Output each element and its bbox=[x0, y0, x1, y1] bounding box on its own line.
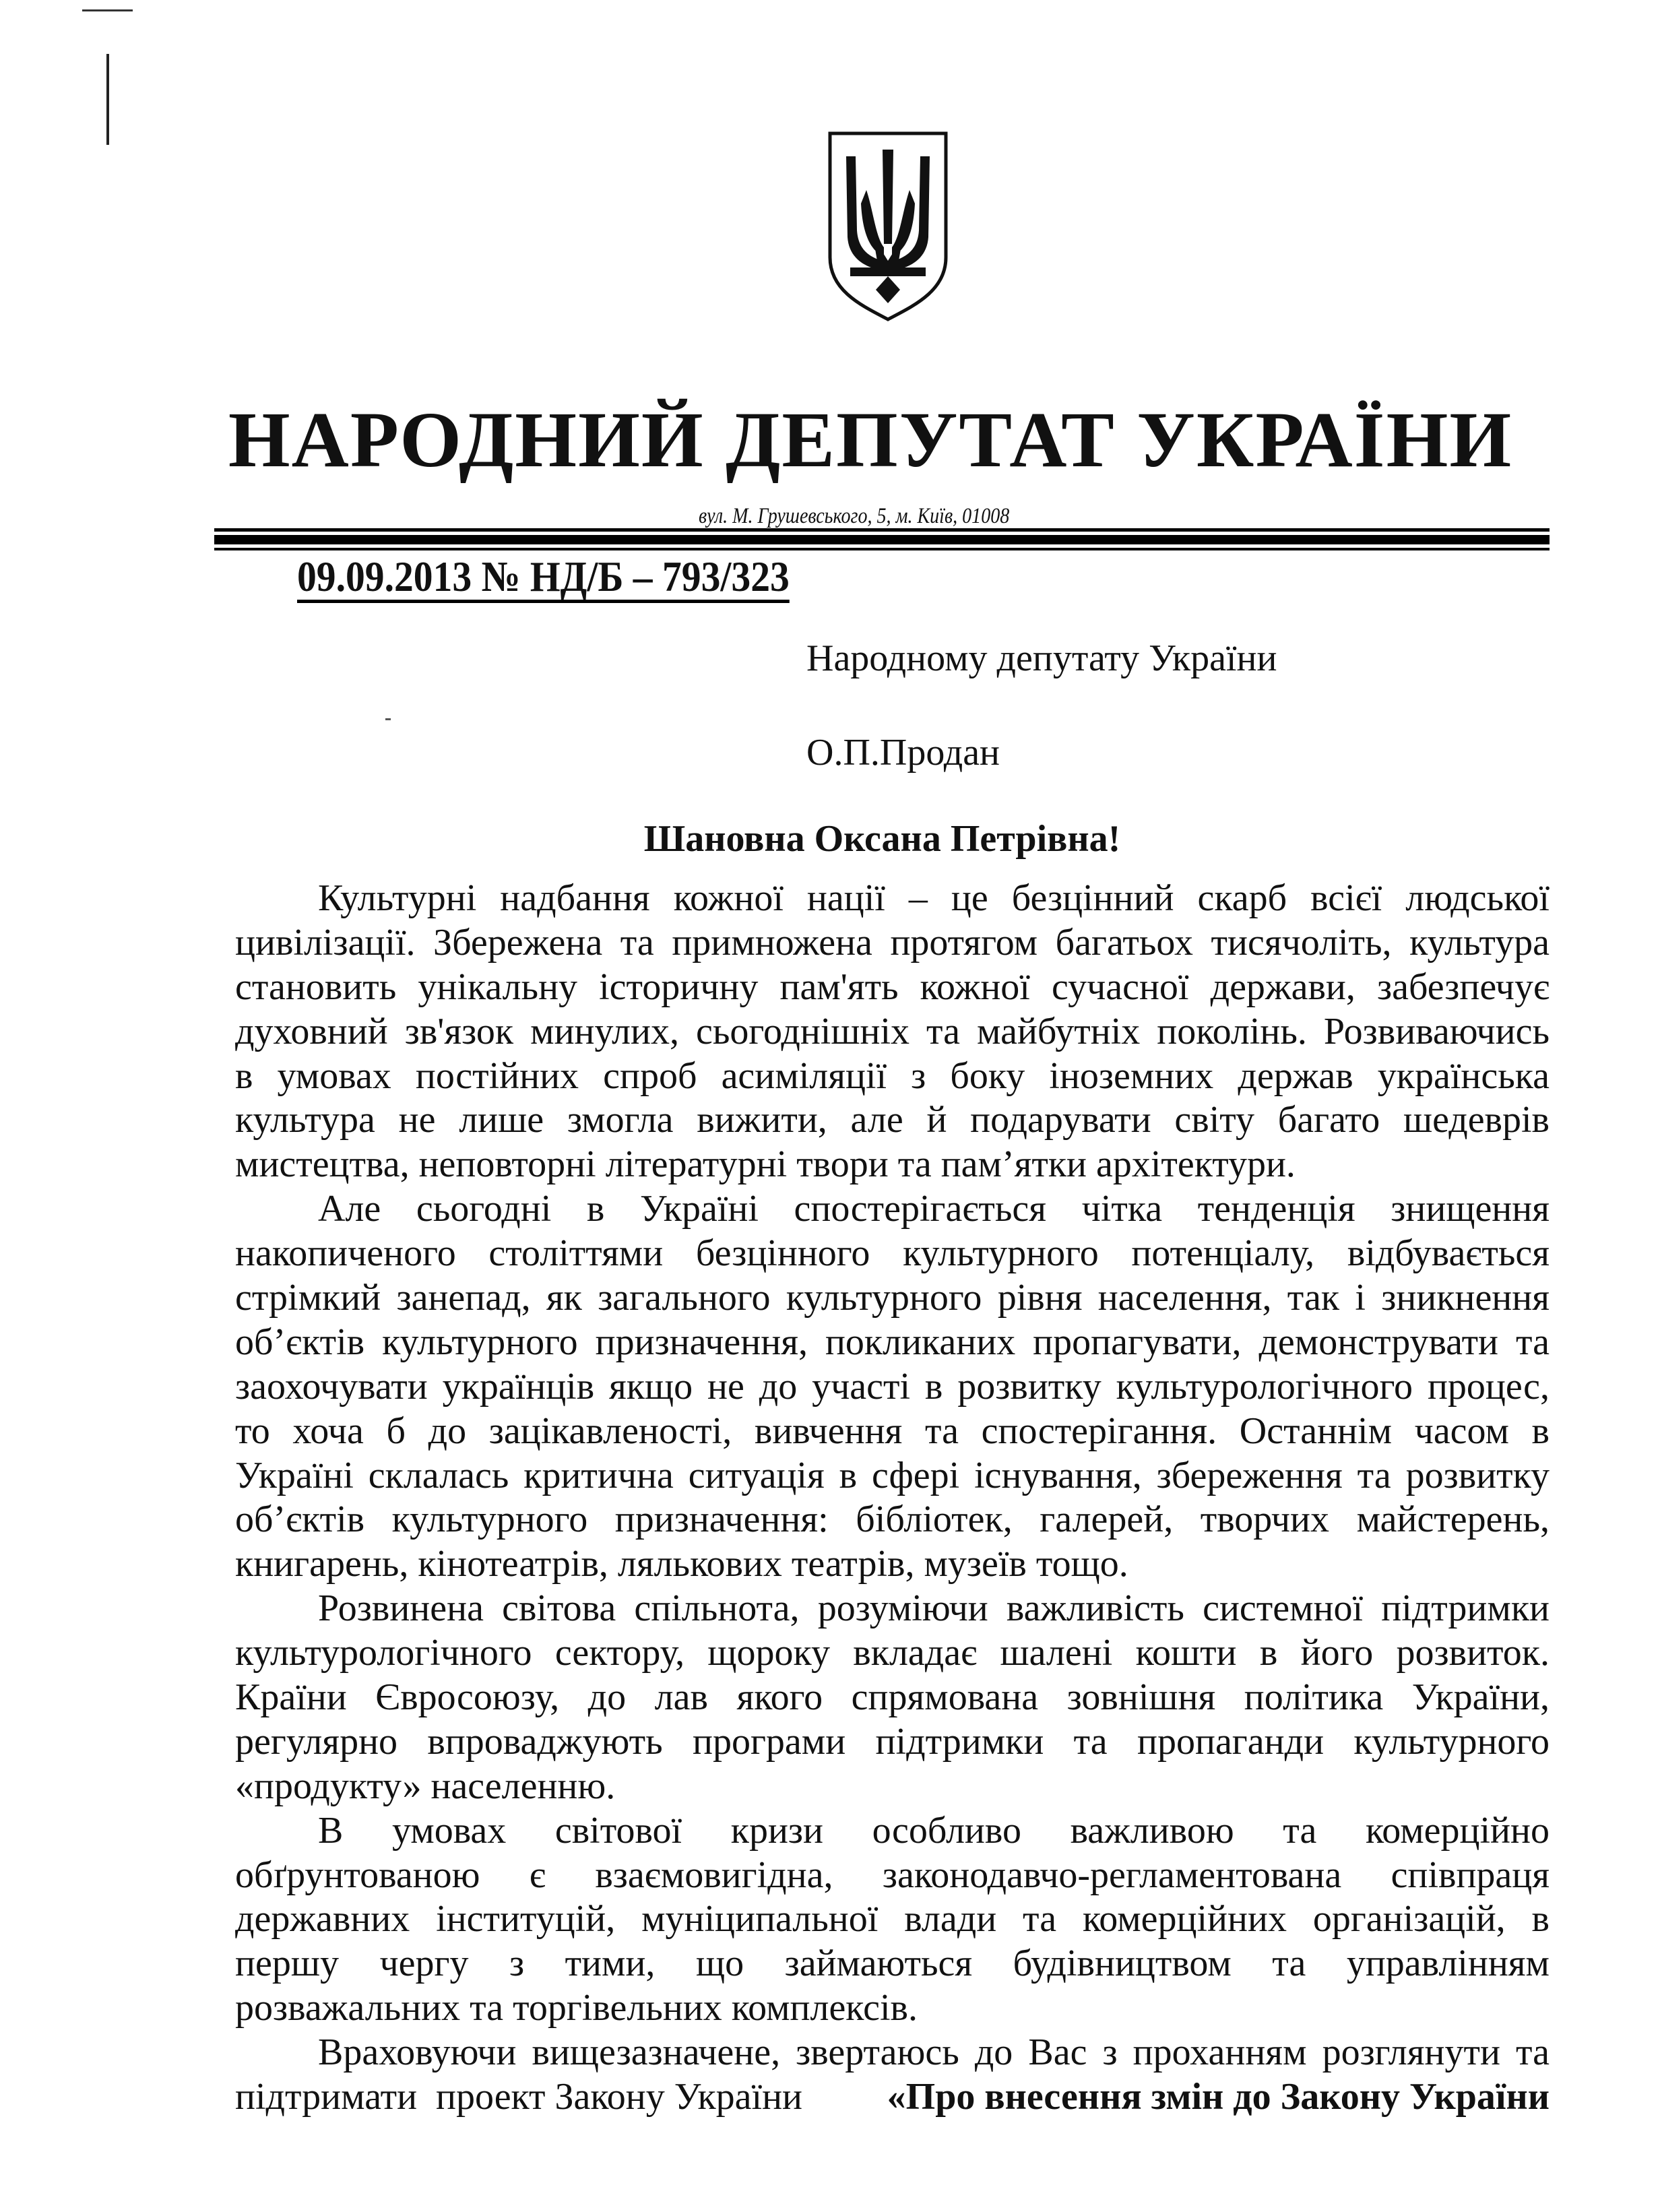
body-text-line: то хоча б до зацікавленості, вивчення та спостерігання. Останнім часом в bbox=[235, 1410, 1550, 1452]
recipient-name: О.П.Продан bbox=[806, 732, 1000, 773]
letterhead-rule bbox=[214, 535, 1550, 544]
body-text-line bbox=[235, 2075, 1550, 2120]
body-text-line: «продукту» населенню. bbox=[235, 1765, 616, 1807]
letterhead-address: вул. М. Грушевського, 5, м. Київ, 01008 bbox=[699, 504, 1010, 528]
letter-body bbox=[235, 877, 1550, 2120]
body-text-line: об’єктів культурного призначення: бібліотек, галерей, творчих майстерень, bbox=[235, 1498, 1550, 1541]
body-text-line: Культурні надбання кожної нації – це безцінний скарб всієї людської bbox=[318, 877, 1550, 919]
body-text-line: першу чергу з тими, що займаються будівництвом та управлінням bbox=[235, 1942, 1550, 1985]
law-title-bold: «Про внесення змін до Закону України bbox=[887, 2076, 1550, 2118]
body-text-line: обґрунтованою є взаємовигідна, законодавчо-регламентована співпраця bbox=[235, 1854, 1550, 1896]
body-text-line: становить унікальну історичну пам'ять кожної сучасної держави, забезпечує bbox=[235, 966, 1550, 1008]
body-text-line: заохочувати українців якщо не до участі в розвитку культурологічного процес, bbox=[235, 1365, 1550, 1408]
body-text-line: мистецтва, неповторні літературні твори та пам’ятки архітектури. bbox=[235, 1143, 1296, 1186]
body-text-line: розважальних та торгівельних комплексів. bbox=[235, 1987, 918, 2029]
body-text-line: державних інституцій, муніципальної влади та комерційних організацій, в bbox=[235, 1898, 1550, 1940]
body-text-line: В умовах світової кризи особливо важливою та комерційно bbox=[318, 1809, 1550, 1852]
trident-emblem-icon bbox=[826, 129, 950, 322]
body-text-plain: підтримати проект Закону України bbox=[235, 2076, 812, 2118]
body-text-line: Україні склалась критична ситуація в сфері існування, збереження та розвитку bbox=[235, 1454, 1550, 1496]
body-text-line: духовний зв'язок минулих, сьогоднішніх та майбутніх поколінь. Розвиваючись bbox=[235, 1010, 1550, 1052]
body-text-line: Враховуючи вищезазначене, звертаюсь до Вас з проханням розглянути та bbox=[318, 2031, 1550, 2074]
body-text-line: книгарень, кінотеатрів, лялькових театрів, музеїв тощо. bbox=[235, 1543, 1128, 1585]
scan-mark bbox=[106, 54, 109, 145]
letterhead-rule bbox=[214, 548, 1550, 550]
body-text-line: цивілізації. Збережена та примножена протягом багатьох тисячоліть, культура bbox=[235, 921, 1550, 963]
body-text-line: Розвинена світова спільнота, розуміючи важливість системної підтримки bbox=[318, 1587, 1550, 1630]
document-title: НАРОДНИЙ ДЕПУТАТ УКРАЇНИ bbox=[228, 396, 1513, 484]
body-text-line: накопиченого століттями безцінного культурного потенціалу, відбувається bbox=[235, 1232, 1550, 1275]
body-text-line: стрімкий занепад, як загального культурного рівня населення, так і зникнення bbox=[235, 1277, 1550, 1319]
scan-mark bbox=[82, 9, 133, 11]
body-text-line: в умовах постійних спроб асиміляції з боку іноземних держав українська bbox=[235, 1054, 1550, 1097]
recipient-title: Народному депутату України bbox=[806, 637, 1277, 679]
salutation: Шановна Оксана Петрівна! bbox=[643, 818, 1121, 860]
body-text-line: Країни Євросоюзу, до лав якого спрямована зовнішня політика України, bbox=[235, 1676, 1550, 1719]
body-text-line: об’єктів культурного призначення, покликаних пропагувати, демонструвати та bbox=[235, 1321, 1550, 1363]
body-text-line: Але сьогодні в Україні спостерігається чітка тенденція знищення bbox=[318, 1188, 1550, 1230]
body-text-line: культура не лише змогла вижити, але й подарувати світу багато шедеврів bbox=[235, 1099, 1550, 1141]
body-text-line: культурологічного сектору, щороку вкладає шалені кошти в його розвиток. bbox=[235, 1632, 1550, 1674]
scan-speck bbox=[385, 718, 391, 720]
letterhead-rule bbox=[214, 528, 1550, 532]
reference-number: 09.09.2013 № НД/Б – 793/323 bbox=[297, 554, 790, 603]
body-text-line: регулярно впроваджують програми підтримки та пропаганди культурного bbox=[235, 1720, 1550, 1763]
